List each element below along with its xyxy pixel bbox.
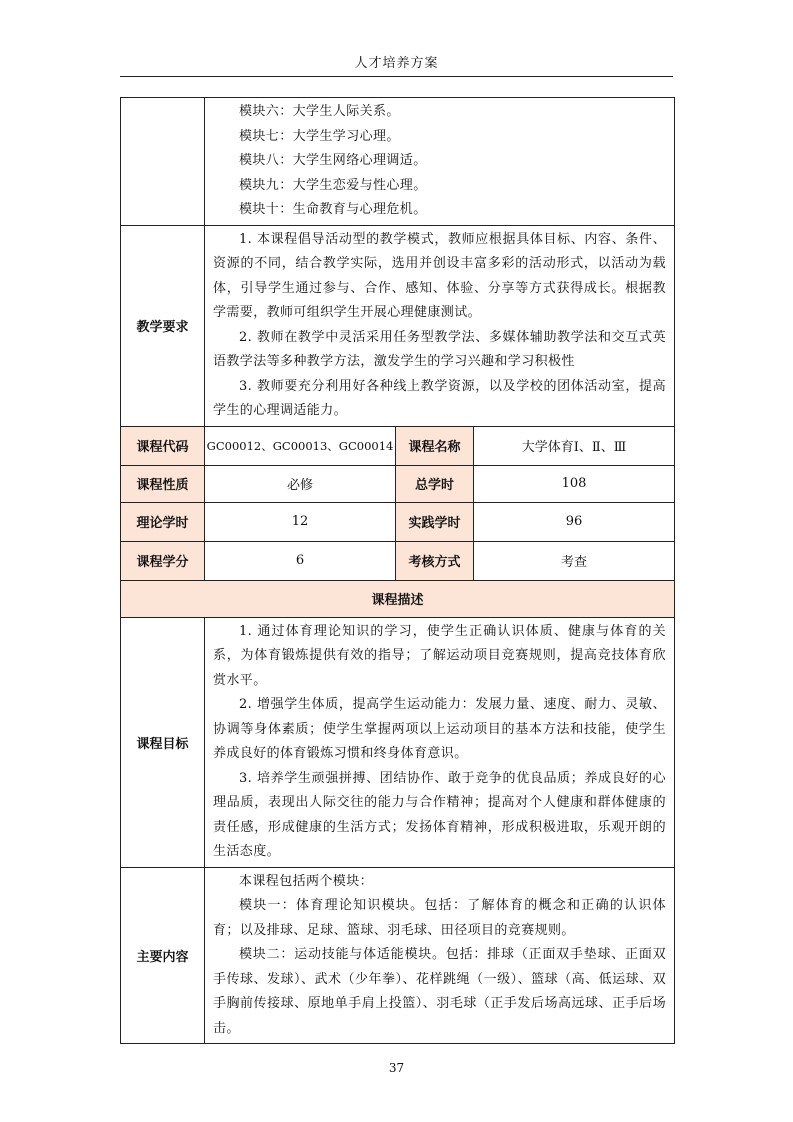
content-item: 模块一：体育理论知识模块。包括：了解体育的概念和正确的认识体育；以及排球、足球、篮球、羽毛球、田径项目的竞赛规则。 <box>213 898 667 938</box>
total-hours-value: 108 <box>474 465 675 502</box>
name-value: 大学体育Ⅰ、Ⅱ、Ⅲ <box>474 426 675 465</box>
credit-label: 课程学分 <box>121 541 205 580</box>
modules-row <box>121 98 675 226</box>
module-item: 模块九：大学生恋爱与性心理。 <box>239 177 427 193</box>
goal-item: 2. 增强学生体质，提高学生运动能力：发展力量、速度、耐力、灵敏、协调等身体素质；使学生掌握两项以上运动项目的基本方法和技能，使学生养成良好的体育锻炼习惯和终身体育意识。 <box>213 697 667 761</box>
theory-row <box>121 502 675 541</box>
teaching-cell <box>205 225 675 426</box>
module-item: 模块六：大学生人际关系。 <box>239 104 400 119</box>
theory-label: 理论学时 <box>121 502 205 541</box>
assess-label: 考核方式 <box>396 541 474 580</box>
practice-label: 实践学时 <box>396 502 474 541</box>
goal-item: 3. 培养学生顽强拼搏、团结协作、敢于竞争的优良品质；养成良好的心理品质，表现出人际交往的能力与合作精神；提高对个人健康和群体健康的责任感，形成健康的生活方式；发扬体育精神，形成积极进取，乐观开朗的生活态度。 <box>213 770 667 859</box>
content-item: 本课程包括两个模块： <box>239 873 374 889</box>
modules-label-cell <box>121 98 205 226</box>
modules-cell <box>205 98 675 226</box>
teaching-item: 1. 本课程倡导活动型的教学模式，教师应根据具体目标、内容、条件、资源的不同，结合教学实际，选用并创设丰富多彩的活动形式，以活动为载体，引导学生通过参与、合作、感知、体验、分享等方式获得成长。根据教学需要，教师可组织学生开展心理健康测试。 <box>213 231 667 320</box>
content-cell <box>205 867 675 1044</box>
code-label: 课程代码 <box>121 426 205 465</box>
goal-cell <box>205 617 675 867</box>
goal-item: 1. 通过体育理论知识的学习，使学生正确认识体质、健康与体育的关系，为体育锻炼提供有效的指导；了解运动项目竞赛规则，提高竞技体育欣赏水平。 <box>213 623 667 688</box>
module-item: 模块十：生命教育与心理危机。 <box>239 202 427 217</box>
code-row <box>121 426 675 465</box>
goal-label: 课程目标 <box>121 617 205 867</box>
credit-value: 6 <box>205 541 396 580</box>
nature-value: 必修 <box>205 465 396 502</box>
teaching-row <box>121 225 675 426</box>
course-table <box>120 97 675 1044</box>
theory-value: 12 <box>205 502 396 541</box>
desc-title-row <box>121 580 675 617</box>
name-label: 课程名称 <box>396 426 474 465</box>
practice-value: 96 <box>474 502 675 541</box>
teaching-item: 2. 教师在教学中灵活采用任务型教学法、多媒体辅助教学法和交互式英语教学法等多种教学方法，激发学生的学习兴趣和学习积极性 <box>213 329 667 369</box>
page-number: 37 <box>388 1061 405 1075</box>
content-item: 模块二：运动技能与体适能模块。包括：排球（正面双手垫球、正面双手传球、发球）、武术（少年拳）、花样跳绳（一级）、篮球（高、低运球、双手胸前传接球、原地单手肩上投篮）、羽毛球（正手发后场高远球、正手后场击。 <box>213 947 667 1036</box>
nature-row <box>121 465 675 502</box>
page-header: 人才培养方案 <box>354 56 439 71</box>
content-label: 主要内容 <box>121 867 205 1044</box>
module-item: 模块八：大学生网络心理调适。 <box>239 153 427 168</box>
credit-row <box>121 541 675 580</box>
goal-row <box>121 617 675 867</box>
assess-value: 考查 <box>474 541 675 580</box>
total-hours-label: 总学时 <box>396 465 474 502</box>
module-item: 模块七：大学生学习心理。 <box>239 128 400 144</box>
teaching-label: 教学要求 <box>121 225 205 426</box>
nature-label: 课程性质 <box>121 465 205 502</box>
desc-title: 课程描述 <box>121 580 675 617</box>
header-rule <box>120 76 673 77</box>
code-value: GC00012、GC00013、GC00014 <box>205 426 396 465</box>
teaching-item: 3. 教师要充分利用好各种线上教学资源，以及学校的团体活动室，提高学生的心理调适能力。 <box>213 378 667 418</box>
content-row <box>121 867 675 1044</box>
